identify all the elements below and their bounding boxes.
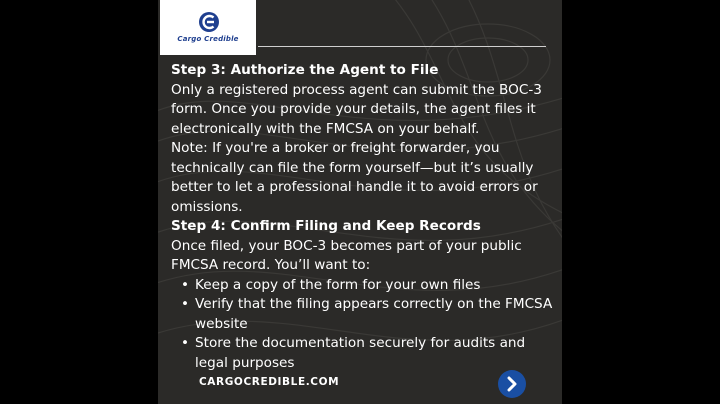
brand-logo: [160, 0, 256, 55]
step3-heading: Step 3: Authorize the Agent to File: [171, 62, 439, 78]
article-body: [171, 61, 556, 373]
step4-body: Once filed, your BOC-3 becomes part of your public FMCSA record. You’ll want to:: [171, 237, 522, 273]
list-item: • Store the documentation securely for audits and legal purposes: [171, 334, 556, 373]
step4-heading: Step 4: Confirm Filing and Keep Records: [171, 218, 481, 234]
step3-note: Note: If you're a broker or freight forwarder, you technically can file the form yourself—but it’s usually better to let a professional handle it to avoid errors or omissions.: [171, 140, 538, 215]
list-item: • Keep a copy of the form for your own files: [171, 276, 556, 296]
logo-wordmark: Cargo Credible: [177, 35, 239, 43]
list-item: • Verify that the filing appears correctly on the FMCSA website: [171, 295, 556, 334]
right-letterbox: [562, 0, 720, 404]
next-slide-button[interactable]: [498, 370, 526, 398]
website-link[interactable]: CARGOCREDIBLE.COM: [199, 376, 340, 388]
step3-body: Only a registered process agent can submit the BOC-3 form. Once you provide your details, the agent files it electronically with the FMCSA on your behalf.: [171, 81, 542, 137]
records-checklist: [171, 276, 556, 374]
chevron-right-icon: [498, 370, 526, 398]
post-card: [158, 0, 562, 404]
cargo-credible-logo-icon: [198, 11, 220, 33]
left-letterbox: [0, 0, 158, 404]
divider-line: [258, 46, 546, 47]
